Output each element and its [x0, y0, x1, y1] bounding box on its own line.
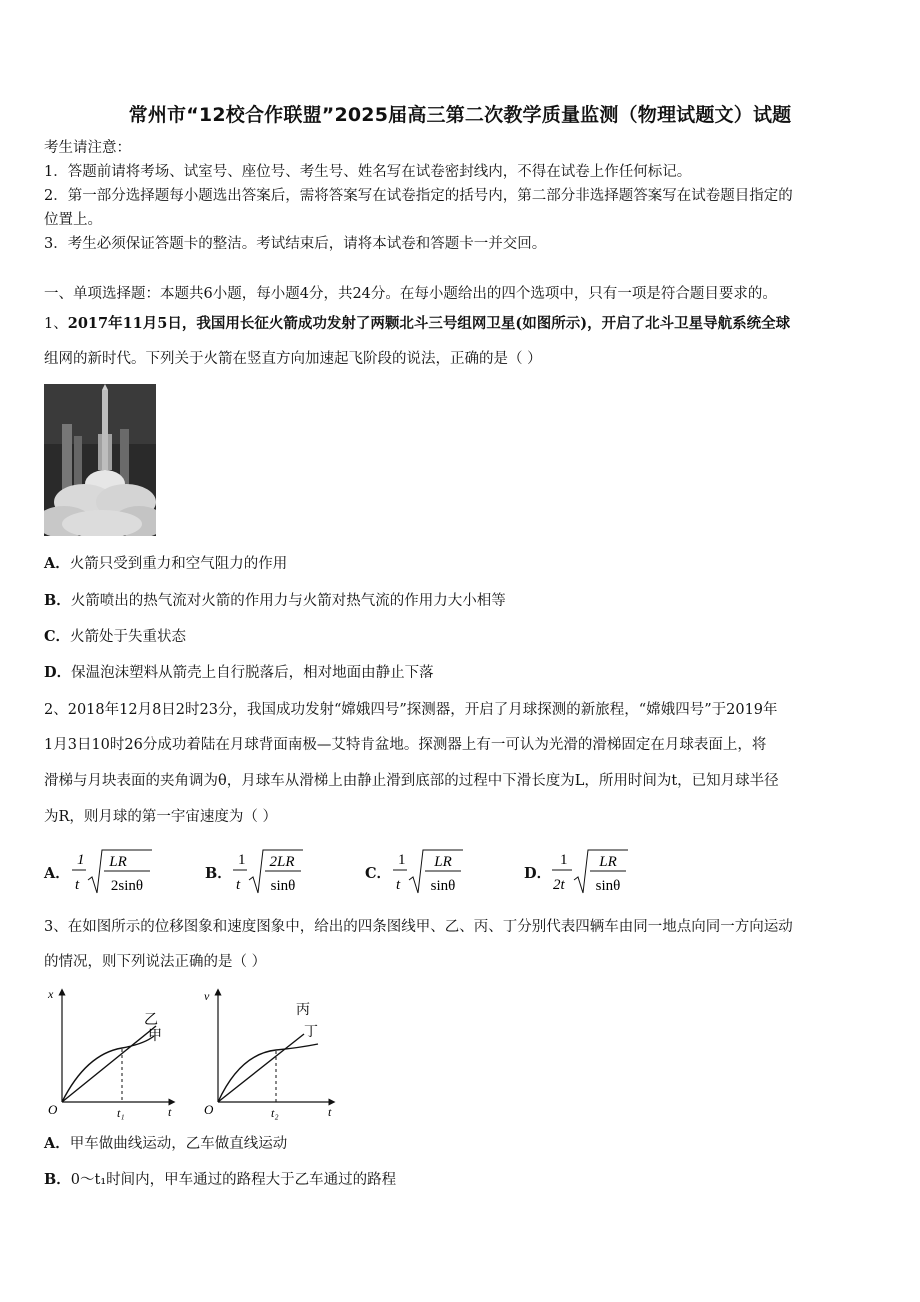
notice-heading: 考生请注意：	[44, 140, 131, 156]
curve-label-jia: 甲	[148, 1028, 162, 1044]
rad-den: sinθ	[270, 878, 296, 894]
q2-text-2: 1月3日10时26分成功着陆在月球背面南极—艾特肯盆地。探测器上有一可认为光滑的滑梯固定在月球表面上，将	[44, 737, 767, 753]
coef-num: 1	[238, 852, 246, 868]
formula-a	[70, 846, 200, 896]
q1-line-1	[44, 313, 790, 335]
option-label: A．	[44, 865, 70, 882]
option-label: B．	[44, 592, 71, 609]
curve-label-ding: 丁	[304, 1024, 318, 1040]
coef-den: 2t	[553, 877, 565, 893]
option-text: 0～t₁时间内，甲车通过的路程大于乙车通过的路程	[70, 1172, 397, 1188]
page-title: 常州市“12校合作联盟”2025届高三第二次教学质量监测（物理试题文）试题	[128, 104, 792, 126]
velocity-time-graph	[200, 986, 350, 1126]
q3-text-1: 在如图所示的位移图象和速度图象中，给出的四条图线甲、乙、丙、丁分别代表四辆车由同一地点向同一方向运动	[67, 919, 793, 935]
position-time-graph	[44, 986, 184, 1126]
option-text: 保温泡沫塑料从箭壳上自行脱落后，相对地面由静止下落	[71, 665, 434, 681]
y-axis-label: v	[204, 989, 210, 1003]
notice-item-3: 3．考生必须保证答题卡的整洁。考试结束后，请将本试卷和答题卡一并交回。	[44, 236, 547, 252]
section-heading: 一、单项选择题：本题共6小题，每小题4分，共24分。在每小题给出的四个选项中，只有一项是符合题目要求的。	[44, 286, 777, 302]
notice-item-1: 1．答题前请将考场、试室号、座位号、考生号、姓名写在试卷密封线内，不得在试卷上作任何标记。	[44, 164, 692, 180]
origin-label: O	[204, 1102, 214, 1117]
option-label: D．	[524, 865, 552, 882]
coef-num: 1	[77, 852, 85, 868]
rad-num: LR	[434, 854, 452, 870]
coef-den: t	[75, 877, 80, 893]
notice-item-2-cont: 位置上。	[44, 212, 102, 228]
q2-number: 2、	[44, 702, 68, 718]
rad-den: 2sinθ	[110, 878, 144, 894]
rad-num: LR	[109, 854, 127, 870]
curve-label-yi: 乙	[144, 1012, 158, 1028]
rad-num: LR	[599, 854, 617, 870]
formula-b	[231, 846, 361, 896]
option-text: 火箭只受到重力和空气阻力的作用	[69, 556, 288, 572]
q1-option-d[interactable]	[44, 662, 434, 684]
tick-t1: t₁	[117, 1106, 125, 1120]
q1-option-a[interactable]	[44, 553, 287, 575]
q2-text-3: 滑梯与月块表面的夹角调为θ，月球车从滑梯上由静止滑到底部的过程中下滑长度为L，所用时间为t，已知月球半径	[44, 773, 779, 789]
q1-number: 1、	[44, 316, 68, 332]
option-label: B．	[205, 865, 232, 882]
q3-number: 3、	[44, 919, 68, 935]
option-label: A．	[44, 555, 70, 572]
coef-den: t	[236, 877, 241, 893]
coef-num: 1	[398, 852, 406, 868]
option-text: 火箭喷出的热气流对火箭的作用力与火箭对热气流的作用力大小相等	[70, 593, 506, 609]
x-axis-label: t	[168, 1105, 172, 1119]
curve-ding	[218, 1044, 318, 1102]
option-text: 甲车做曲线运动，乙车做直线运动	[69, 1136, 288, 1152]
coef-num: 1	[560, 852, 568, 868]
q1-text-1: 2017年11月5日，我国用长征火箭成功发射了两颗北斗三号组网卫星(如图所示)，开启了北斗卫星导航系统全球	[67, 315, 791, 332]
q1-text-2: 组网的新时代。下列关于火箭在竖直方向加速起飞阶段的说法，正确的是（ ）	[44, 351, 542, 367]
line-bing	[218, 1034, 304, 1102]
rocket-launch-photo	[44, 384, 156, 536]
q3-line-1	[44, 916, 793, 938]
option-text: 火箭处于失重状态	[70, 629, 187, 645]
formula-c	[391, 846, 521, 896]
option-label: D．	[44, 664, 72, 681]
q1-option-c[interactable]	[44, 626, 186, 648]
option-label: C．	[44, 628, 71, 645]
coef-den: t	[396, 877, 401, 893]
q3-text-2: 的情况，则下列说法正确的是（ ）	[44, 954, 267, 970]
x-axis-label: t	[328, 1105, 332, 1119]
notice-item-2: 2．第一部分选择题每小题选出答案后，需将答案写在试卷指定的括号内，第二部分非选择题答案写在试卷题目指定的	[44, 188, 793, 204]
q2-line-1	[44, 699, 778, 721]
tick-t2: t₂	[271, 1106, 279, 1120]
q2-text-1: 2018年12月8日2时23分，我国成功发射“嫦娥四号”探测器，开启了月球探测的新旅程，“嫦娥四号”于2019年	[67, 702, 778, 718]
curve-jia	[62, 1036, 154, 1102]
rad-den: sinθ	[595, 878, 621, 894]
q3-option-b[interactable]	[44, 1169, 396, 1191]
curve-label-bing: 丙	[296, 1002, 310, 1018]
origin-label: O	[48, 1102, 58, 1117]
formula-d	[550, 846, 680, 896]
rad-num: 2LR	[269, 854, 295, 870]
option-label: C．	[365, 865, 392, 882]
option-label: A．	[44, 1135, 70, 1152]
q2-text-4: 为R，则月球的第一宇宙速度为（ ）	[44, 809, 278, 825]
rad-den: sinθ	[430, 878, 456, 894]
option-label: B．	[44, 1171, 71, 1188]
q3-option-a[interactable]	[44, 1133, 287, 1155]
y-axis-label: x	[48, 987, 54, 1001]
q1-option-b[interactable]	[44, 590, 506, 612]
line-yi	[62, 1026, 156, 1102]
